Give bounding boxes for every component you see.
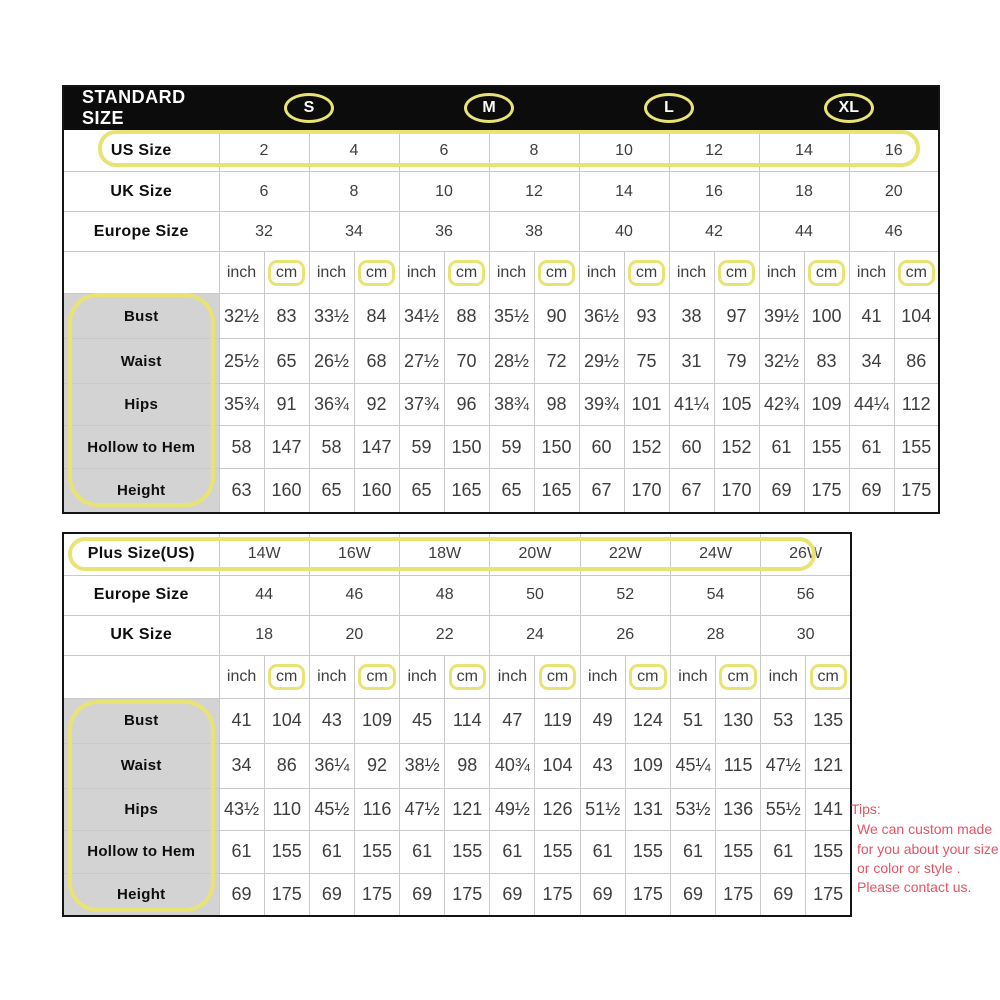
measurement-value-cell: 27½ <box>399 339 444 384</box>
measurement-value-cell: 34 <box>219 743 264 788</box>
measurement-value-cell: 38 <box>669 294 714 339</box>
unit-inch-cell: inch <box>761 655 806 698</box>
measurement-label: Hollow to Hem <box>63 830 219 873</box>
unit-cm-cell <box>625 655 670 698</box>
tips-title: Tips: <box>851 801 881 817</box>
measurement-value-cell: 165 <box>444 469 489 513</box>
measurement-value-cell: 49 <box>580 698 625 743</box>
measurement-value-cell: 41 <box>849 294 894 339</box>
measurement-value-cell: 92 <box>354 743 399 788</box>
measurement-value-cell: 69 <box>219 873 264 916</box>
size-value-cell: 56 <box>761 575 851 615</box>
measurement-value-cell: 170 <box>714 469 759 513</box>
measurement-value-cell: 136 <box>716 788 761 830</box>
unit-inch-cell: inch <box>400 655 445 698</box>
size-value-cell: 28 <box>670 615 760 655</box>
size-letter-highlight-oval: XL <box>824 93 874 123</box>
measurement-value-cell: 104 <box>264 698 309 743</box>
size-letter-highlight-oval: L <box>644 93 694 123</box>
measurement-value-cell: 43 <box>309 698 354 743</box>
measurement-value-cell: 152 <box>624 426 669 469</box>
unit-cm-cell <box>445 655 490 698</box>
size-value-cell: 24W <box>670 533 760 575</box>
cm-highlight-box: cm <box>449 664 486 690</box>
cm-highlight-box: cm <box>538 260 575 286</box>
measurement-value-cell: 59 <box>489 426 534 469</box>
size-value-cell: 38 <box>489 212 579 252</box>
row-label-empty <box>63 252 219 294</box>
measurement-value-cell: 92 <box>354 384 399 426</box>
row-label: US Size <box>63 130 219 172</box>
cm-highlight-box: cm <box>539 664 576 690</box>
measurement-value-cell: 69 <box>761 873 806 916</box>
measurement-value-cell: 97 <box>714 294 759 339</box>
measurement-value-cell: 96 <box>444 384 489 426</box>
unit-inch-cell: inch <box>670 655 715 698</box>
row-label-empty <box>63 655 219 698</box>
measurement-value-cell: 115 <box>716 743 761 788</box>
cm-highlight-box: cm <box>268 664 305 690</box>
measurement-value-cell: 67 <box>579 469 624 513</box>
unit-cm-cell <box>264 655 309 698</box>
measurement-label: Hips <box>63 788 219 830</box>
measurement-value-cell: 69 <box>670 873 715 916</box>
size-value-cell: 10 <box>579 130 669 172</box>
measurement-value-cell: 61 <box>219 830 264 873</box>
measurement-value-cell: 83 <box>264 294 309 339</box>
size-value-cell: 8 <box>489 130 579 172</box>
measurement-value-cell: 28½ <box>489 339 534 384</box>
measurement-value-cell: 147 <box>264 426 309 469</box>
measurement-value-cell: 61 <box>761 830 806 873</box>
measurement-value-cell: 40¾ <box>490 743 535 788</box>
size-letter-cell <box>399 86 579 130</box>
tips-line: for you about your size <box>857 840 999 857</box>
cm-highlight-box: cm <box>358 664 395 690</box>
measurement-value-cell: 47 <box>490 698 535 743</box>
measurement-value-cell: 175 <box>445 873 490 916</box>
measurement-value-cell: 60 <box>669 426 714 469</box>
measurement-value-cell: 69 <box>309 873 354 916</box>
unit-cm-cell <box>534 252 579 294</box>
measurement-value-cell: 121 <box>445 788 490 830</box>
measurement-value-cell: 160 <box>354 469 399 513</box>
measurement-value-cell: 109 <box>354 698 399 743</box>
unit-inch-cell: inch <box>759 252 804 294</box>
measurement-value-cell: 155 <box>264 830 309 873</box>
measurement-value-cell: 126 <box>535 788 580 830</box>
measurement-value-cell: 33½ <box>309 294 354 339</box>
size-value-cell: 50 <box>490 575 580 615</box>
measurement-label: Waist <box>63 743 219 788</box>
measurement-value-cell: 119 <box>535 698 580 743</box>
measurement-value-cell: 112 <box>894 384 939 426</box>
measurement-value-cell: 51 <box>670 698 715 743</box>
standard-size-table <box>62 85 940 514</box>
measurement-value-cell: 55½ <box>761 788 806 830</box>
plus-size-table <box>62 532 852 917</box>
measurement-value-cell: 109 <box>804 384 849 426</box>
size-value-cell: 16W <box>309 533 399 575</box>
size-value-cell: 54 <box>670 575 760 615</box>
measurement-value-cell: 165 <box>534 469 579 513</box>
unit-inch-cell: inch <box>219 655 264 698</box>
unit-cm-cell <box>354 252 399 294</box>
measurement-value-cell: 25½ <box>219 339 264 384</box>
measurement-value-cell: 124 <box>625 698 670 743</box>
size-value-cell: 20 <box>849 172 939 212</box>
measurement-value-cell: 155 <box>894 426 939 469</box>
measurement-value-cell: 155 <box>804 426 849 469</box>
measurement-value-cell: 155 <box>445 830 490 873</box>
size-value-cell: 8 <box>309 172 399 212</box>
unit-inch-cell: inch <box>669 252 714 294</box>
measurement-value-cell: 175 <box>806 873 851 916</box>
measurement-value-cell: 65 <box>264 339 309 384</box>
measurement-value-cell: 116 <box>354 788 399 830</box>
measurement-label: Hollow to Hem <box>63 426 219 469</box>
size-value-cell: 14 <box>759 130 849 172</box>
measurement-value-cell: 61 <box>490 830 535 873</box>
measurement-value-cell: 141 <box>806 788 851 830</box>
unit-inch-cell: inch <box>849 252 894 294</box>
measurement-value-cell: 105 <box>714 384 759 426</box>
size-value-cell: 34 <box>309 212 399 252</box>
measurement-value-cell: 49½ <box>490 788 535 830</box>
size-value-cell: 22 <box>400 615 490 655</box>
unit-cm-cell <box>806 655 851 698</box>
measurement-value-cell: 65 <box>489 469 534 513</box>
measurement-value-cell: 61 <box>670 830 715 873</box>
unit-cm-cell <box>444 252 489 294</box>
measurement-value-cell: 98 <box>534 384 579 426</box>
measurement-value-cell: 104 <box>535 743 580 788</box>
measurement-value-cell: 61 <box>759 426 804 469</box>
size-value-cell: 6 <box>219 172 309 212</box>
measurement-value-cell: 110 <box>264 788 309 830</box>
measurement-value-cell: 58 <box>219 426 264 469</box>
size-value-cell: 16 <box>849 130 939 172</box>
cm-highlight-box: cm <box>629 664 666 690</box>
size-letter-highlight-oval: M <box>464 93 514 123</box>
measurement-value-cell: 63 <box>219 469 264 513</box>
measurement-value-cell: 155 <box>354 830 399 873</box>
measurement-value-cell: 29½ <box>579 339 624 384</box>
measurement-value-cell: 175 <box>804 469 849 513</box>
measurement-value-cell: 100 <box>804 294 849 339</box>
size-value-cell: 48 <box>400 575 490 615</box>
measurement-value-cell: 61 <box>309 830 354 873</box>
cm-highlight-box: cm <box>718 260 755 286</box>
row-label: Plus Size(US) <box>63 533 219 575</box>
measurement-value-cell: 75 <box>624 339 669 384</box>
measurement-value-cell: 72 <box>534 339 579 384</box>
measurement-value-cell: 69 <box>759 469 804 513</box>
size-value-cell: 46 <box>849 212 939 252</box>
unit-cm-cell <box>804 252 849 294</box>
row-label: UK Size <box>63 615 219 655</box>
measurement-label: Height <box>63 873 219 916</box>
size-value-cell: 6 <box>399 130 489 172</box>
tips-line: We can custom made <box>857 821 993 838</box>
unit-cm-cell <box>535 655 580 698</box>
tips-note <box>851 800 999 898</box>
size-value-cell: 44 <box>219 575 309 615</box>
measurement-value-cell: 58 <box>309 426 354 469</box>
size-value-cell: 46 <box>309 575 399 615</box>
measurement-value-cell: 68 <box>354 339 399 384</box>
measurement-value-cell: 86 <box>264 743 309 788</box>
measurement-value-cell: 109 <box>625 743 670 788</box>
measurement-value-cell: 69 <box>490 873 535 916</box>
measurement-value-cell: 160 <box>264 469 309 513</box>
measurement-value-cell: 152 <box>714 426 759 469</box>
measurement-value-cell: 114 <box>445 698 490 743</box>
plus-size-table-wrap <box>62 532 852 915</box>
measurement-value-cell: 26½ <box>309 339 354 384</box>
unit-cm-cell <box>354 655 399 698</box>
measurement-value-cell: 131 <box>625 788 670 830</box>
measurement-value-cell: 175 <box>264 873 309 916</box>
size-value-cell: 14W <box>219 533 309 575</box>
size-value-cell: 18 <box>219 615 309 655</box>
size-value-cell: 40 <box>579 212 669 252</box>
measurement-value-cell: 36¼ <box>309 743 354 788</box>
measurement-value-cell: 130 <box>716 698 761 743</box>
measurement-value-cell: 41 <box>219 698 264 743</box>
measurement-value-cell: 65 <box>399 469 444 513</box>
unit-cm-cell <box>716 655 761 698</box>
size-value-cell: 20W <box>490 533 580 575</box>
size-letter-cell <box>759 86 939 130</box>
cm-highlight-box: cm <box>808 260 845 286</box>
size-value-cell: 16 <box>669 172 759 212</box>
unit-cm-cell <box>714 252 759 294</box>
measurement-value-cell: 38½ <box>400 743 445 788</box>
measurement-value-cell: 39¾ <box>579 384 624 426</box>
size-value-cell: 52 <box>580 575 670 615</box>
unit-inch-cell: inch <box>579 252 624 294</box>
measurement-value-cell: 43½ <box>219 788 264 830</box>
size-value-cell: 36 <box>399 212 489 252</box>
unit-cm-cell <box>264 252 309 294</box>
measurement-label: Waist <box>63 339 219 384</box>
measurement-label: Hips <box>63 384 219 426</box>
cm-highlight-box: cm <box>448 260 485 286</box>
measurement-value-cell: 91 <box>264 384 309 426</box>
size-value-cell: 22W <box>580 533 670 575</box>
size-value-cell: 44 <box>759 212 849 252</box>
size-value-cell: 18W <box>400 533 490 575</box>
measurement-value-cell: 47½ <box>400 788 445 830</box>
measurement-value-cell: 88 <box>444 294 489 339</box>
unit-inch-cell: inch <box>490 655 535 698</box>
measurement-value-cell: 59 <box>399 426 444 469</box>
size-value-cell: 32 <box>219 212 309 252</box>
measurement-value-cell: 61 <box>580 830 625 873</box>
size-value-cell: 26W <box>761 533 851 575</box>
measurement-value-cell: 150 <box>444 426 489 469</box>
measurement-value-cell: 83 <box>804 339 849 384</box>
measurement-value-cell: 98 <box>445 743 490 788</box>
measurement-value-cell: 69 <box>580 873 625 916</box>
measurement-value-cell: 45½ <box>309 788 354 830</box>
measurement-value-cell: 175 <box>716 873 761 916</box>
unit-inch-cell: inch <box>399 252 444 294</box>
measurement-value-cell: 67 <box>669 469 714 513</box>
measurement-value-cell: 36¾ <box>309 384 354 426</box>
measurement-value-cell: 45¼ <box>670 743 715 788</box>
measurement-value-cell: 61 <box>400 830 445 873</box>
measurement-value-cell: 35¾ <box>219 384 264 426</box>
measurement-value-cell: 155 <box>716 830 761 873</box>
unit-inch-cell: inch <box>489 252 534 294</box>
measurement-value-cell: 101 <box>624 384 669 426</box>
size-letter-highlight-oval: S <box>284 93 334 123</box>
measurement-value-cell: 175 <box>894 469 939 513</box>
measurement-value-cell: 31 <box>669 339 714 384</box>
measurement-value-cell: 61 <box>849 426 894 469</box>
measurement-value-cell: 121 <box>806 743 851 788</box>
measurement-value-cell: 51½ <box>580 788 625 830</box>
measurement-value-cell: 155 <box>625 830 670 873</box>
cm-highlight-box: cm <box>810 664 847 690</box>
measurement-value-cell: 34 <box>849 339 894 384</box>
size-value-cell: 26 <box>580 615 670 655</box>
measurement-value-cell: 60 <box>579 426 624 469</box>
measurement-value-cell: 150 <box>534 426 579 469</box>
measurement-value-cell: 90 <box>534 294 579 339</box>
unit-inch-cell: inch <box>309 252 354 294</box>
measurement-label: Bust <box>63 294 219 339</box>
unit-cm-cell <box>624 252 669 294</box>
measurement-value-cell: 170 <box>624 469 669 513</box>
measurement-value-cell: 175 <box>535 873 580 916</box>
measurement-value-cell: 38¾ <box>489 384 534 426</box>
cm-highlight-box: cm <box>898 260 935 286</box>
standard-size-table-wrap <box>62 85 940 510</box>
measurement-value-cell: 86 <box>894 339 939 384</box>
measurement-value-cell: 42¾ <box>759 384 804 426</box>
measurement-value-cell: 34½ <box>399 294 444 339</box>
tips-line: or color or style . <box>857 859 961 876</box>
measurement-value-cell: 155 <box>535 830 580 873</box>
row-label: UK Size <box>63 172 219 212</box>
measurement-value-cell: 32½ <box>219 294 264 339</box>
measurement-value-cell: 36½ <box>579 294 624 339</box>
size-value-cell: 20 <box>309 615 399 655</box>
measurement-value-cell: 69 <box>849 469 894 513</box>
measurement-value-cell: 155 <box>806 830 851 873</box>
measurement-value-cell: 53 <box>761 698 806 743</box>
unit-inch-cell: inch <box>219 252 264 294</box>
measurement-value-cell: 32½ <box>759 339 804 384</box>
measurement-value-cell: 43 <box>580 743 625 788</box>
measurement-label: Height <box>63 469 219 513</box>
measurement-value-cell: 53½ <box>670 788 715 830</box>
measurement-value-cell: 104 <box>894 294 939 339</box>
measurement-value-cell: 35½ <box>489 294 534 339</box>
measurement-value-cell: 147 <box>354 426 399 469</box>
size-value-cell: 14 <box>579 172 669 212</box>
unit-cm-cell <box>894 252 939 294</box>
size-value-cell: 30 <box>761 615 851 655</box>
cm-highlight-box: cm <box>719 664 756 690</box>
cm-highlight-box: cm <box>358 260 395 286</box>
measurement-value-cell: 39½ <box>759 294 804 339</box>
measurement-value-cell: 45 <box>400 698 445 743</box>
size-letter-cell <box>579 86 759 130</box>
size-value-cell: 12 <box>669 130 759 172</box>
measurement-value-cell: 84 <box>354 294 399 339</box>
table-title: STANDARD SIZE <box>63 86 219 130</box>
measurement-value-cell: 70 <box>444 339 489 384</box>
size-value-cell: 10 <box>399 172 489 212</box>
unit-inch-cell: inch <box>580 655 625 698</box>
size-value-cell: 24 <box>490 615 580 655</box>
measurement-value-cell: 37¾ <box>399 384 444 426</box>
measurement-value-cell: 44¼ <box>849 384 894 426</box>
measurement-value-cell: 79 <box>714 339 759 384</box>
size-value-cell: 4 <box>309 130 399 172</box>
row-label: Europe Size <box>63 212 219 252</box>
measurement-value-cell: 93 <box>624 294 669 339</box>
size-value-cell: 2 <box>219 130 309 172</box>
measurement-value-cell: 175 <box>625 873 670 916</box>
tips-line: Please contact us. <box>857 879 972 896</box>
measurement-value-cell: 47½ <box>761 743 806 788</box>
size-value-cell: 18 <box>759 172 849 212</box>
row-label: Europe Size <box>63 575 219 615</box>
size-letter-cell <box>219 86 399 130</box>
measurement-value-cell: 69 <box>400 873 445 916</box>
cm-highlight-box: cm <box>268 260 305 286</box>
measurement-value-cell: 41¼ <box>669 384 714 426</box>
measurement-value-cell: 65 <box>309 469 354 513</box>
cm-highlight-box: cm <box>628 260 665 286</box>
size-value-cell: 12 <box>489 172 579 212</box>
measurement-value-cell: 175 <box>354 873 399 916</box>
measurement-value-cell: 135 <box>806 698 851 743</box>
measurement-label: Bust <box>63 698 219 743</box>
unit-inch-cell: inch <box>309 655 354 698</box>
size-value-cell: 42 <box>669 212 759 252</box>
